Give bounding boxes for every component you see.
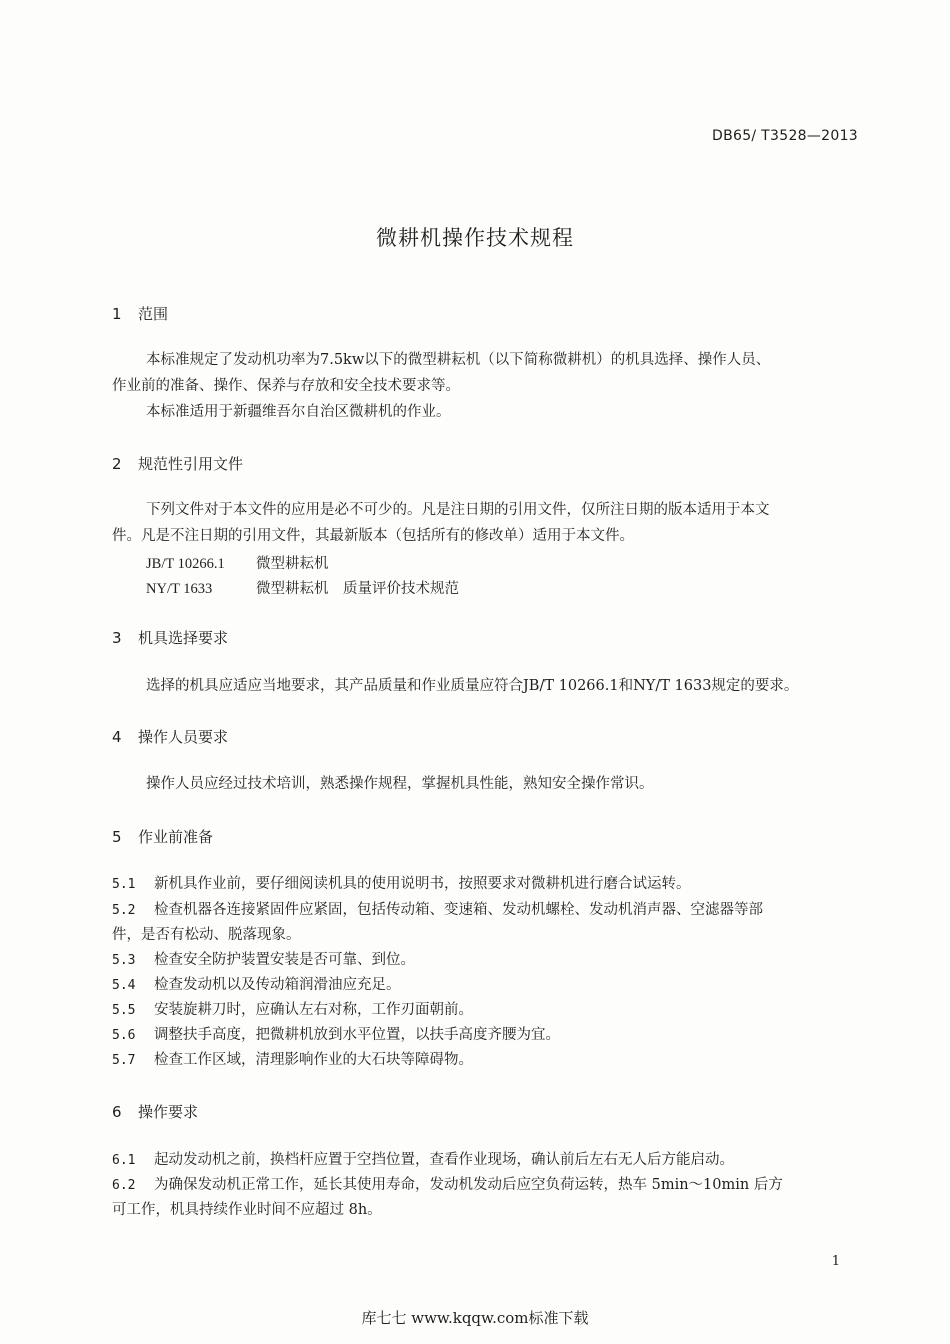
section-title: 操作要求 xyxy=(138,1103,199,1121)
clause-number: 5.1 xyxy=(112,877,136,892)
clause-number: 5.6 xyxy=(112,1028,136,1043)
section-number: 3 xyxy=(112,629,122,647)
clause-continuation: 件，是否有松动、脱落现象。 xyxy=(112,927,301,943)
paragraph-line: 选择的机具应适应当地要求，其产品质量和作业质量应符合JB/T 10266.1和NY/T 1633规定的要求。 xyxy=(146,678,799,694)
clause xyxy=(112,1150,734,1171)
reference-title: 微型耕耘机 质量评价技术规范 xyxy=(256,581,459,597)
section-number: 1 xyxy=(112,305,122,323)
normative-reference xyxy=(146,577,459,598)
reference-code: JB/T 10266.1 xyxy=(146,556,225,572)
section-title: 范围 xyxy=(138,305,169,323)
reference-code: NY/T 1633 xyxy=(146,581,213,597)
clause-number: 5.7 xyxy=(112,1053,136,1068)
clause xyxy=(112,1175,783,1196)
section-2-heading xyxy=(112,453,243,474)
footer-watermark: 库七七 www.kqqw.com标准下载 xyxy=(361,1309,589,1327)
clause-text: 安装旋耕刀时，应确认左右对称，工作刃面朝前。 xyxy=(154,1002,473,1018)
clause-number: 5.4 xyxy=(112,978,136,993)
section-title: 规范性引用文件 xyxy=(138,455,244,473)
section-title: 操作人员要求 xyxy=(138,728,229,746)
clause xyxy=(112,1000,473,1021)
page-number: 1 xyxy=(831,1254,840,1269)
section-number: 5 xyxy=(112,828,122,846)
clause-text: 起动发动机之前，换档杆应置于空挡位置，查看作业现场，确认前后左右无人后方能启动。 xyxy=(154,1152,734,1168)
standard-code: DB65/ T3528—2013 xyxy=(712,128,858,144)
clause xyxy=(112,975,401,996)
clause-text: 检查工作区域，清理影响作业的大石块等障碍物。 xyxy=(154,1052,473,1068)
clause-number: 6.1 xyxy=(112,1153,136,1168)
clause-text: 检查安全防护装置安装是否可靠、到位。 xyxy=(154,952,415,968)
clause-text: 检查发动机以及传动箱润滑油应充足。 xyxy=(154,977,401,993)
clause-text: 为确保发动机正常工作，延长其使用寿命，发动机发动后应空负荷运转，热车 5min～10min 后方 xyxy=(154,1177,783,1193)
clause-number: 5.2 xyxy=(112,903,136,918)
clause-text: 调整扶手高度，把微耕机放到水平位置，以扶手高度齐腰为宜。 xyxy=(154,1027,560,1043)
section-6-heading xyxy=(112,1101,198,1122)
paragraph-line: 操作人员应经过技术培训，熟悉操作规程，掌握机具性能，熟知安全操作常识。 xyxy=(146,776,654,792)
paragraph-line: 本标准规定了发动机功率为7.5kw以下的微型耕耘机（以下简称微耕机）的机具选择、操作人员、 xyxy=(146,352,771,368)
clause-text: 检查机器各连接紧固件应紧固，包括传动箱、变速箱、发动机螺栓、发动机消声器、空滤器等部 xyxy=(154,902,763,918)
paragraph-line: 作业前的准备、操作、保养与存放和安全技术要求等。 xyxy=(112,378,460,394)
clause xyxy=(112,1025,560,1046)
section-title: 作业前准备 xyxy=(138,828,214,846)
clause-text: 新机具作业前，要仔细阅读机具的使用说明书，按照要求对微耕机进行磨合试运转。 xyxy=(154,876,691,892)
section-3-heading xyxy=(112,627,228,648)
section-number: 6 xyxy=(112,1103,122,1121)
clause xyxy=(112,874,691,895)
paragraph-line: 下列文件对于本文件的应用是必不可少的。凡是注日期的引用文件，仅所注日期的版本适用于本文 xyxy=(146,502,770,518)
paragraph-line: 本标准适用于新疆维吾尔自治区微耕机的作业。 xyxy=(146,404,451,420)
clause xyxy=(112,950,415,971)
section-number: 4 xyxy=(112,728,122,746)
clause-continuation: 可工作，机具持续作业时间不应超过 8h。 xyxy=(112,1202,382,1218)
section-5-heading xyxy=(112,826,213,847)
clause xyxy=(112,1050,473,1071)
section-title: 机具选择要求 xyxy=(138,629,229,647)
clause xyxy=(112,900,763,921)
section-1-heading xyxy=(112,303,168,324)
section-number: 2 xyxy=(112,455,122,473)
reference-title: 微型耕耘机 xyxy=(256,556,329,572)
section-4-heading xyxy=(112,726,228,747)
clause-number: 5.5 xyxy=(112,1003,136,1018)
document-title: 微耕机操作技术规程 xyxy=(376,226,574,250)
normative-reference xyxy=(146,552,329,573)
clause-number: 5.3 xyxy=(112,953,136,968)
clause-number: 6.2 xyxy=(112,1178,136,1193)
paragraph-line: 件。凡是不注日期的引用文件，其最新版本（包括所有的修改单）适用于本文件。 xyxy=(112,528,634,544)
